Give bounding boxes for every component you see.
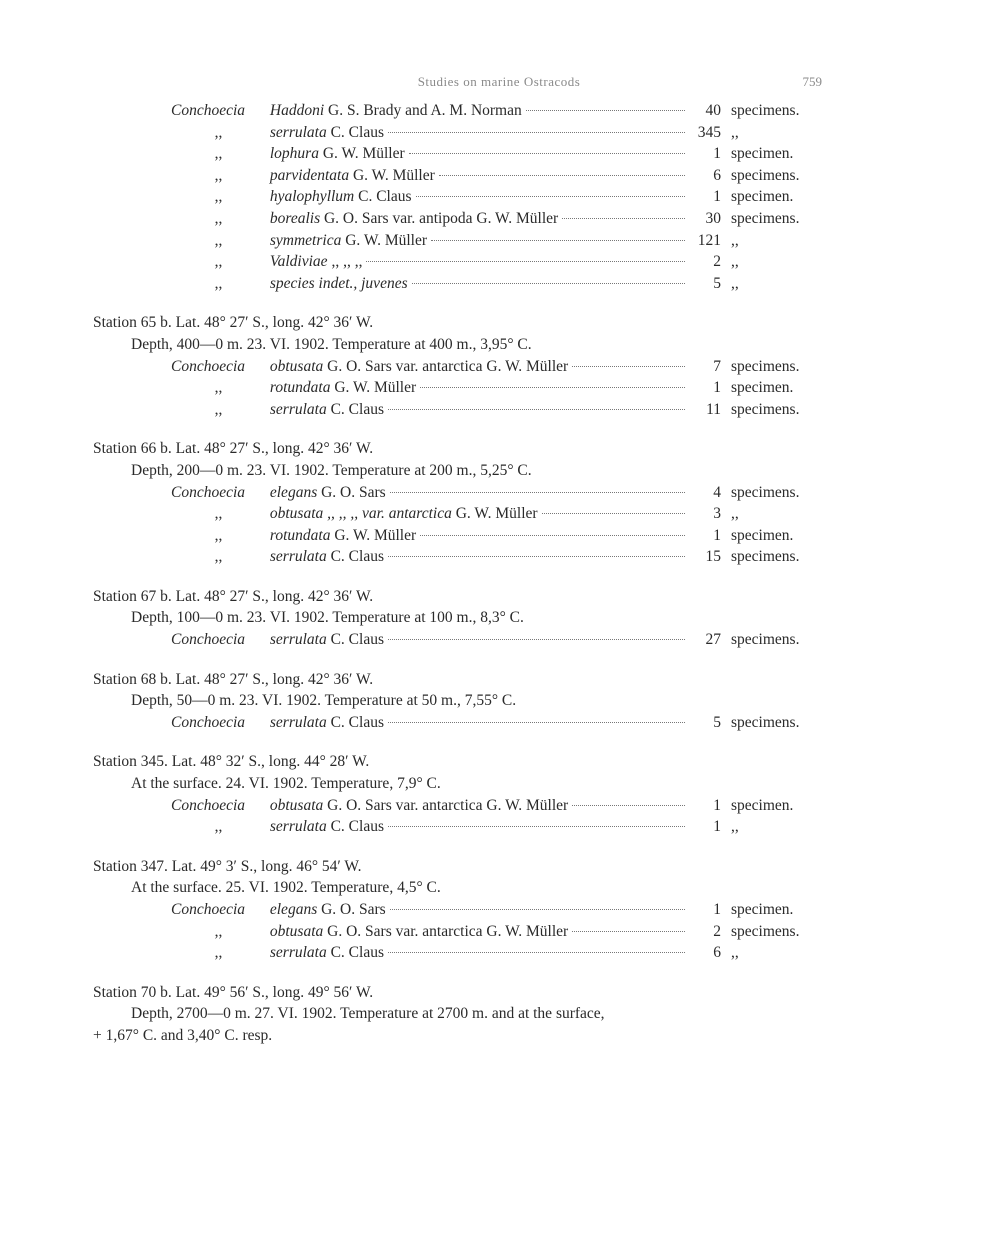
author-citation: C. Claus [330, 548, 384, 566]
genus-name: ,, [214, 166, 223, 184]
depth-line: Depth, 100—0 m. 23. VI. 1902. Temperature at 100 m., 8,3° C. [131, 609, 524, 627]
specimen-count: 121 [697, 231, 721, 249]
genus-name: ,, [214, 922, 223, 940]
genus-name: ,, [214, 253, 223, 271]
specimen-unit: ,, [731, 231, 739, 249]
author-citation: G. W. Müller [345, 231, 428, 249]
station-line: Station 347. Lat. 49° 3′ S., long. 46° 54′ W. [93, 857, 362, 875]
specimen-unit: specimens. [731, 357, 800, 375]
specimen-unit: specimen. [731, 145, 794, 163]
station-block [93, 838, 823, 964]
species-epithet: elegans [266, 901, 322, 918]
species-epithet: serrulata [266, 818, 331, 836]
specimen-unit: specimens. [731, 209, 800, 227]
specimen-count: 1 [713, 188, 721, 206]
species-name [171, 899, 386, 921]
station-block [93, 568, 823, 651]
author-citation: G. S. Brady and A. M. Norman [328, 102, 522, 119]
specimen-count: 3 [713, 505, 721, 523]
species-name [171, 795, 568, 817]
species-name [171, 143, 405, 165]
species-row [171, 143, 823, 165]
genus-name: ,, [214, 548, 223, 566]
species-name [171, 186, 412, 208]
genus-name: ,, [214, 505, 223, 523]
block-gap [93, 651, 823, 669]
depth-line: At the surface. 24. VI. 1902. Temperature, 7,9° C. [131, 775, 441, 793]
leader-dots [572, 931, 685, 932]
genus-name: ,, [214, 145, 223, 163]
author-citation: G. W. Müller [322, 145, 405, 163]
author-citation: C. Claus [358, 188, 412, 206]
station-block [93, 964, 823, 1047]
genus-name: Conchoecia [171, 357, 246, 375]
station-block [93, 420, 823, 568]
leader-dots [572, 805, 685, 806]
genus-name: Conchoecia [171, 713, 246, 731]
running-header [0, 74, 998, 94]
species-row [171, 377, 823, 399]
species-row [171, 165, 823, 187]
specimen-unit: specimens. [731, 548, 800, 566]
genus-name: Conchoecia [171, 901, 246, 918]
specimen-unit: ,, [731, 253, 739, 271]
author-citation: G. O. Sars [321, 483, 386, 501]
depth-line: Depth, 2700—0 m. 27. VI. 1902. Temperature at 2700 m. and at the surface, [131, 1005, 605, 1023]
species-epithet: symmetrica [266, 231, 346, 249]
leader-dots [420, 387, 685, 388]
leader-dots [388, 722, 685, 723]
genus-name: ,, [214, 818, 223, 836]
running-title: Studies on marine Ostracods [417, 74, 581, 89]
author-citation: C. Claus [330, 123, 384, 141]
species-row [171, 230, 823, 252]
genus-name: ,, [214, 231, 223, 249]
species-name [171, 942, 384, 964]
species-row [171, 503, 823, 525]
species-name [171, 251, 362, 273]
specimen-count: 5 [713, 274, 721, 292]
species-name [171, 165, 435, 187]
species-name [171, 816, 384, 838]
specimen-unit: specimens. [731, 631, 800, 649]
specimen-count: 27 [705, 631, 721, 649]
station-line: Station 66 b. Lat. 48° 27′ S., long. 42° 36′ W. [93, 440, 374, 458]
species-name [171, 546, 384, 568]
species-row [171, 899, 823, 921]
station-line: Station 68 b. Lat. 48° 27′ S., long. 42° 36′ W. [93, 670, 374, 688]
genus-name: Conchoecia [171, 483, 246, 501]
author-citation: G. W. Müller [334, 379, 417, 397]
leader-dots [390, 909, 685, 910]
species-epithet: rotundata [266, 526, 335, 544]
page-number: 759 [802, 74, 822, 89]
genus-name: ,, [214, 123, 223, 141]
specimen-count: 6 [713, 166, 721, 184]
author-citation: C. Claus [330, 818, 384, 836]
species-epithet: obtusata [266, 357, 328, 375]
species-epithet: obtusata [266, 796, 328, 814]
species-name [171, 230, 427, 252]
specimen-unit: specimen. [731, 379, 794, 397]
specimen-unit: specimens. [731, 102, 800, 119]
leader-dots [416, 196, 685, 197]
species-name [171, 208, 558, 230]
leader-dots [420, 535, 685, 536]
species-epithet: Haddoni [266, 102, 328, 119]
specimen-count: 1 [713, 145, 721, 163]
species-epithet: elegans [266, 483, 322, 501]
author-citation: C. Claus [330, 944, 384, 962]
species-name [171, 921, 568, 943]
specimen-unit: ,, [731, 505, 739, 523]
species-epithet: species indet., juvenes [266, 274, 408, 292]
station-block [93, 733, 823, 837]
species-epithet: parvidentata [266, 166, 353, 184]
species-epithet: serrulata [266, 123, 331, 141]
author-citation: C. Claus [330, 631, 384, 649]
leader-dots [526, 110, 685, 111]
station-block [93, 651, 823, 734]
specimen-count: 6 [713, 944, 721, 962]
author-citation: C. Claus [330, 713, 384, 731]
author-citation: G. O. Sars var. antarctica G. W. Müller [327, 796, 569, 814]
specimen-unit: specimens. [731, 483, 800, 501]
genus-name: ,, [214, 944, 223, 962]
leader-dots [542, 513, 685, 514]
specimen-unit: specimens. [731, 922, 800, 940]
leader-dots [388, 556, 685, 557]
species-epithet: obtusata [266, 922, 328, 940]
specimen-count: 345 [697, 123, 721, 141]
genus-name: ,, [214, 209, 223, 227]
specimen-unit: specimen. [731, 901, 794, 918]
author-citation: G. W. Müller [352, 166, 435, 184]
station-line: Station 67 b. Lat. 48° 27′ S., long. 42° 36′ W. [93, 587, 374, 605]
station-list [93, 100, 823, 1047]
specimen-unit: specimen. [731, 796, 794, 814]
species-name [171, 712, 384, 734]
specimen-count: 1 [713, 796, 721, 814]
species-row [171, 208, 823, 230]
specimen-count: 1 [713, 901, 721, 918]
author-citation: G. O. Sars [321, 901, 386, 918]
species-row [171, 399, 823, 421]
author-citation: C. Claus [330, 400, 384, 418]
species-epithet: serrulata [266, 548, 331, 566]
block-gap [93, 568, 823, 586]
leader-dots [412, 283, 685, 284]
species-epithet: lophura [266, 145, 323, 163]
leader-dots [562, 218, 685, 219]
species-row [171, 273, 823, 295]
specimen-unit: specimens. [731, 713, 800, 731]
station-line: Station 70 b. Lat. 49° 56′ S., long. 49° 56′ W. [93, 983, 374, 1001]
block-gap [93, 420, 823, 438]
species-epithet: hyalophyllum [266, 188, 359, 206]
species-name [171, 629, 384, 651]
species-epithet: obtusata ,, ,, ,, var. antarctica [266, 505, 456, 523]
species-row [171, 795, 823, 817]
specimen-unit: specimens. [731, 166, 800, 184]
depth-line: Depth, 200—0 m. 23. VI. 1902. Temperature at 200 m., 5,25° C. [131, 461, 532, 479]
species-name [171, 122, 384, 144]
specimen-count: 7 [713, 357, 721, 375]
species-row [171, 712, 823, 734]
specimen-count: 15 [705, 548, 721, 566]
specimen-count: 1 [713, 379, 721, 397]
specimen-unit: ,, [731, 818, 739, 836]
genus-name: ,, [214, 274, 223, 292]
specimen-count: 5 [713, 713, 721, 731]
depth-continuation: + 1,67° C. and 3,40° C. resp. [93, 1026, 273, 1044]
block-gap [93, 838, 823, 856]
specimen-unit: specimen. [731, 526, 794, 544]
author-citation: G. O. Sars var. antipoda G. W. Müller [323, 209, 559, 227]
specimen-unit: specimen. [731, 188, 794, 206]
species-row [171, 482, 823, 504]
genus-name: ,, [214, 526, 223, 544]
author-citation: ,, ,, ,, [331, 253, 363, 271]
species-epithet: serrulata [266, 713, 331, 731]
leader-dots [388, 409, 685, 410]
species-row [171, 122, 823, 144]
leader-dots [388, 952, 685, 953]
genus-name: Conchoecia [171, 796, 246, 814]
author-citation: G. O. Sars var. antarctica G. W. Müller [327, 357, 569, 375]
species-row [171, 251, 823, 273]
leader-dots [409, 153, 685, 154]
specimen-unit: specimens. [731, 400, 800, 418]
species-name [171, 273, 408, 295]
species-row [171, 100, 823, 122]
specimen-unit: ,, [731, 274, 739, 292]
species-row [171, 816, 823, 838]
species-row [171, 629, 823, 651]
author-citation: G. W. Müller [334, 526, 417, 544]
leader-dots [439, 175, 685, 176]
specimen-count: 2 [713, 922, 721, 940]
station-line: Station 65 b. Lat. 48° 27′ S., long. 42° 36′ W. [93, 314, 374, 332]
species-row [171, 942, 823, 964]
leader-dots [390, 492, 685, 493]
species-name [171, 356, 568, 378]
specimen-unit: ,, [731, 123, 739, 141]
species-epithet: serrulata [266, 400, 331, 418]
species-row [171, 356, 823, 378]
species-epithet: Valdiviae [266, 253, 332, 271]
specimen-count: 1 [713, 526, 721, 544]
author-citation: G. O. Sars var. antarctica G. W. Müller [327, 922, 569, 940]
leader-dots [431, 240, 685, 241]
block-gap [93, 733, 823, 751]
leader-dots [388, 639, 685, 640]
species-name [171, 377, 416, 399]
author-citation: G. W. Müller [455, 505, 538, 523]
genus-name: ,, [214, 400, 223, 418]
depth-line: Depth, 50—0 m. 23. VI. 1902. Temperature at 50 m., 7,55° C. [131, 692, 517, 710]
species-name [171, 100, 522, 122]
leader-dots [388, 132, 685, 133]
species-epithet: borealis [266, 209, 324, 227]
station-block [93, 100, 823, 294]
leader-dots [388, 826, 685, 827]
species-row [171, 921, 823, 943]
species-epithet: serrulata [266, 631, 331, 649]
leader-dots [572, 366, 685, 367]
genus-name: Conchoecia [171, 631, 246, 649]
species-name [171, 525, 416, 547]
depth-line: Depth, 400—0 m. 23. VI. 1902. Temperature at 400 m., 3,95° C. [131, 335, 532, 353]
block-gap [93, 964, 823, 982]
block-gap [93, 294, 823, 312]
leader-dots [366, 261, 685, 262]
specimen-unit: ,, [731, 944, 739, 962]
genus-name: ,, [214, 379, 223, 397]
station-line: Station 345. Lat. 48° 32′ S., long. 44° 28′ W. [93, 753, 370, 771]
species-row [171, 546, 823, 568]
species-epithet: rotundata [266, 379, 335, 397]
specimen-count: 1 [713, 818, 721, 836]
specimen-count: 30 [705, 209, 721, 227]
species-name [171, 503, 538, 525]
genus-name: Conchoecia [171, 102, 246, 119]
depth-line: At the surface. 25. VI. 1902. Temperature, 4,5° C. [131, 879, 441, 897]
specimen-count: 11 [706, 400, 721, 418]
species-row [171, 186, 823, 208]
specimen-count: 4 [713, 483, 721, 501]
species-name [171, 482, 386, 504]
species-epithet: serrulata [266, 944, 331, 962]
species-name [171, 399, 384, 421]
specimen-count: 40 [705, 102, 721, 119]
station-block [93, 294, 823, 420]
genus-name: ,, [214, 188, 223, 206]
specimen-count: 2 [713, 253, 721, 271]
species-row [171, 525, 823, 547]
